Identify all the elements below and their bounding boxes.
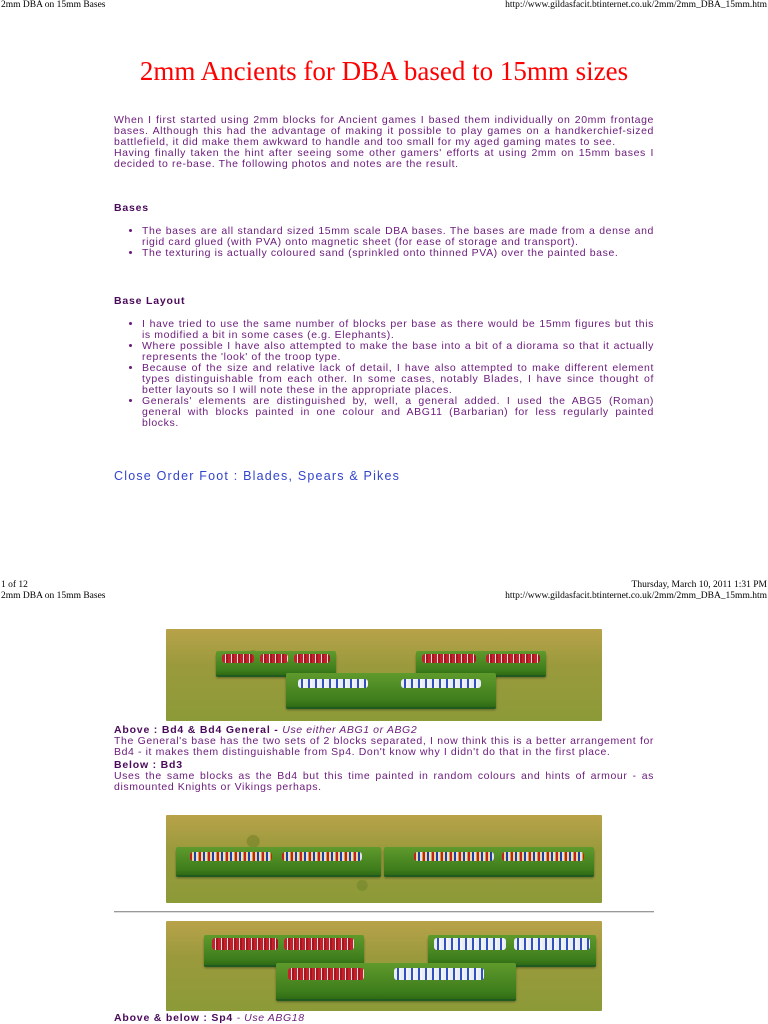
page-number: 1 of 12 bbox=[1, 580, 28, 590]
caption-sp4-label: Above & below : Sp4 bbox=[114, 1012, 234, 1024]
caption-bd4-label: Above : Bd4 & Bd4 General - bbox=[114, 724, 283, 736]
base bbox=[276, 963, 516, 999]
bases-section bbox=[114, 203, 654, 259]
block-group bbox=[401, 679, 481, 688]
block-group bbox=[486, 654, 540, 663]
base bbox=[384, 847, 594, 875]
base-layout-item-4: • Generals' elements are distinguished by, well, a general added. I used the ABG5 (Roman) general with blocks painted in one colour and ABG11 (Barbarian) for less regularly painted blocks. bbox=[142, 396, 654, 429]
photo-bd4-general bbox=[166, 629, 602, 721]
photo-sp4 bbox=[166, 921, 602, 1011]
block-group bbox=[394, 968, 484, 980]
block-group bbox=[414, 852, 494, 861]
bases-list bbox=[114, 226, 654, 259]
block-group bbox=[434, 938, 506, 950]
caption-bd4-note: Use either ABG1 or ABG2 bbox=[282, 724, 418, 736]
block-group bbox=[514, 938, 590, 950]
base bbox=[416, 651, 546, 675]
base-layout-section bbox=[114, 296, 654, 429]
print-header-page2 bbox=[0, 591, 768, 603]
bases-item-2: • The texturing is actually coloured sand (sprinkled onto thinned PVA) over the painted base. bbox=[142, 248, 654, 259]
intro-paragraph-2: Having finally taken the hint after seeing some other gamers' efforts at using 2mm on 15mm bases I decided to re-base. The following photos and notes are the result. bbox=[114, 147, 654, 170]
base-layout-item-2: • Where possible I have also attempted to make the base into a bit of a diorama so that it actually represents the 'look' of the troop type. bbox=[142, 341, 654, 363]
block-group bbox=[422, 654, 476, 663]
base-layout-item-3: • Because of the size and relative lack of detail, I have also attempted to make different element types distinguishable from each other. In some cases, notably Blades, I have since thought of better layouts so I will note these in the appropriate places. bbox=[142, 363, 654, 396]
block-group bbox=[502, 852, 584, 861]
base bbox=[428, 935, 596, 965]
print-header-url: http://www.gildasfacit.btinternet.co.uk/2mm/2mm_DBA_15mm.htm bbox=[505, 0, 767, 10]
caption-bd3-label: Below : Bd3 bbox=[114, 759, 183, 771]
caption-bd4-text: The General's base has the two sets of 2 blocks separated, I now think this is a better arrangement for Bd4 - it makes them distinguishable from Sp4. Don't know why I didn't do that in the first place. bbox=[114, 735, 654, 758]
block-group bbox=[288, 968, 364, 980]
block-group bbox=[212, 938, 278, 950]
page-title: 2mm Ancients for DBA based to 15mm sizes bbox=[139, 56, 629, 86]
divider bbox=[114, 911, 654, 913]
base-layout-item-1: • I have tried to use the same number of blocks per base as there would be 15mm figures but this is modified a bit in some cases (e.g. Elephants). bbox=[142, 319, 654, 341]
print-header-page-title-2: 2mm DBA on 15mm Bases bbox=[1, 591, 106, 601]
base-layout-heading: Base Layout bbox=[114, 295, 186, 307]
base bbox=[286, 673, 496, 707]
close-order-foot-link[interactable]: Close Order Foot : Blades, Spears & Pikes bbox=[114, 469, 401, 483]
block-group bbox=[190, 852, 272, 861]
intro-paragraph-1: When I first started using 2mm blocks for Ancient games I based them individually on 20mm frontage bases. Although this had the advantage of making it possible to play games on a handkerchief-sized battlefield, it did make them awkward to handle and too small for my aged gaming mates to see. bbox=[114, 114, 654, 148]
print-header-top bbox=[0, 0, 768, 12]
block-group bbox=[294, 654, 330, 663]
print-header-page-title: 2mm DBA on 15mm Bases bbox=[1, 0, 106, 10]
print-header-url-2: http://www.gildasfacit.btinternet.co.uk/2mm/2mm_DBA_15mm.htm bbox=[505, 591, 767, 601]
photo-bd3 bbox=[166, 815, 602, 903]
caption-sp4 bbox=[114, 1013, 654, 1024]
base bbox=[216, 651, 336, 675]
bases-heading: Bases bbox=[114, 202, 149, 214]
bases-item-1: • The bases are all standard sized 15mm scale DBA bases. The bases are made from a dense and rigid card glued (with PVA) onto magnetic sheet (for ease of storage and transport). bbox=[142, 226, 654, 248]
intro-section bbox=[114, 115, 654, 170]
block-group bbox=[298, 679, 368, 688]
block-group bbox=[282, 852, 362, 861]
base bbox=[204, 935, 364, 965]
caption-bd4 bbox=[114, 725, 654, 793]
base-layout-list bbox=[114, 319, 654, 429]
caption-sp4-note: - Use ABG18 bbox=[233, 1012, 305, 1024]
block-group bbox=[260, 654, 288, 663]
caption-bd3-text: Uses the same blocks as the Bd4 but this time painted in random colours and hints of armour - as dismounted Knights or Vikings perhaps. bbox=[114, 770, 654, 793]
print-date: Thursday, March 10, 2011 1:31 PM bbox=[631, 580, 767, 590]
base bbox=[176, 847, 381, 875]
block-group bbox=[222, 654, 254, 663]
block-group bbox=[284, 938, 354, 950]
